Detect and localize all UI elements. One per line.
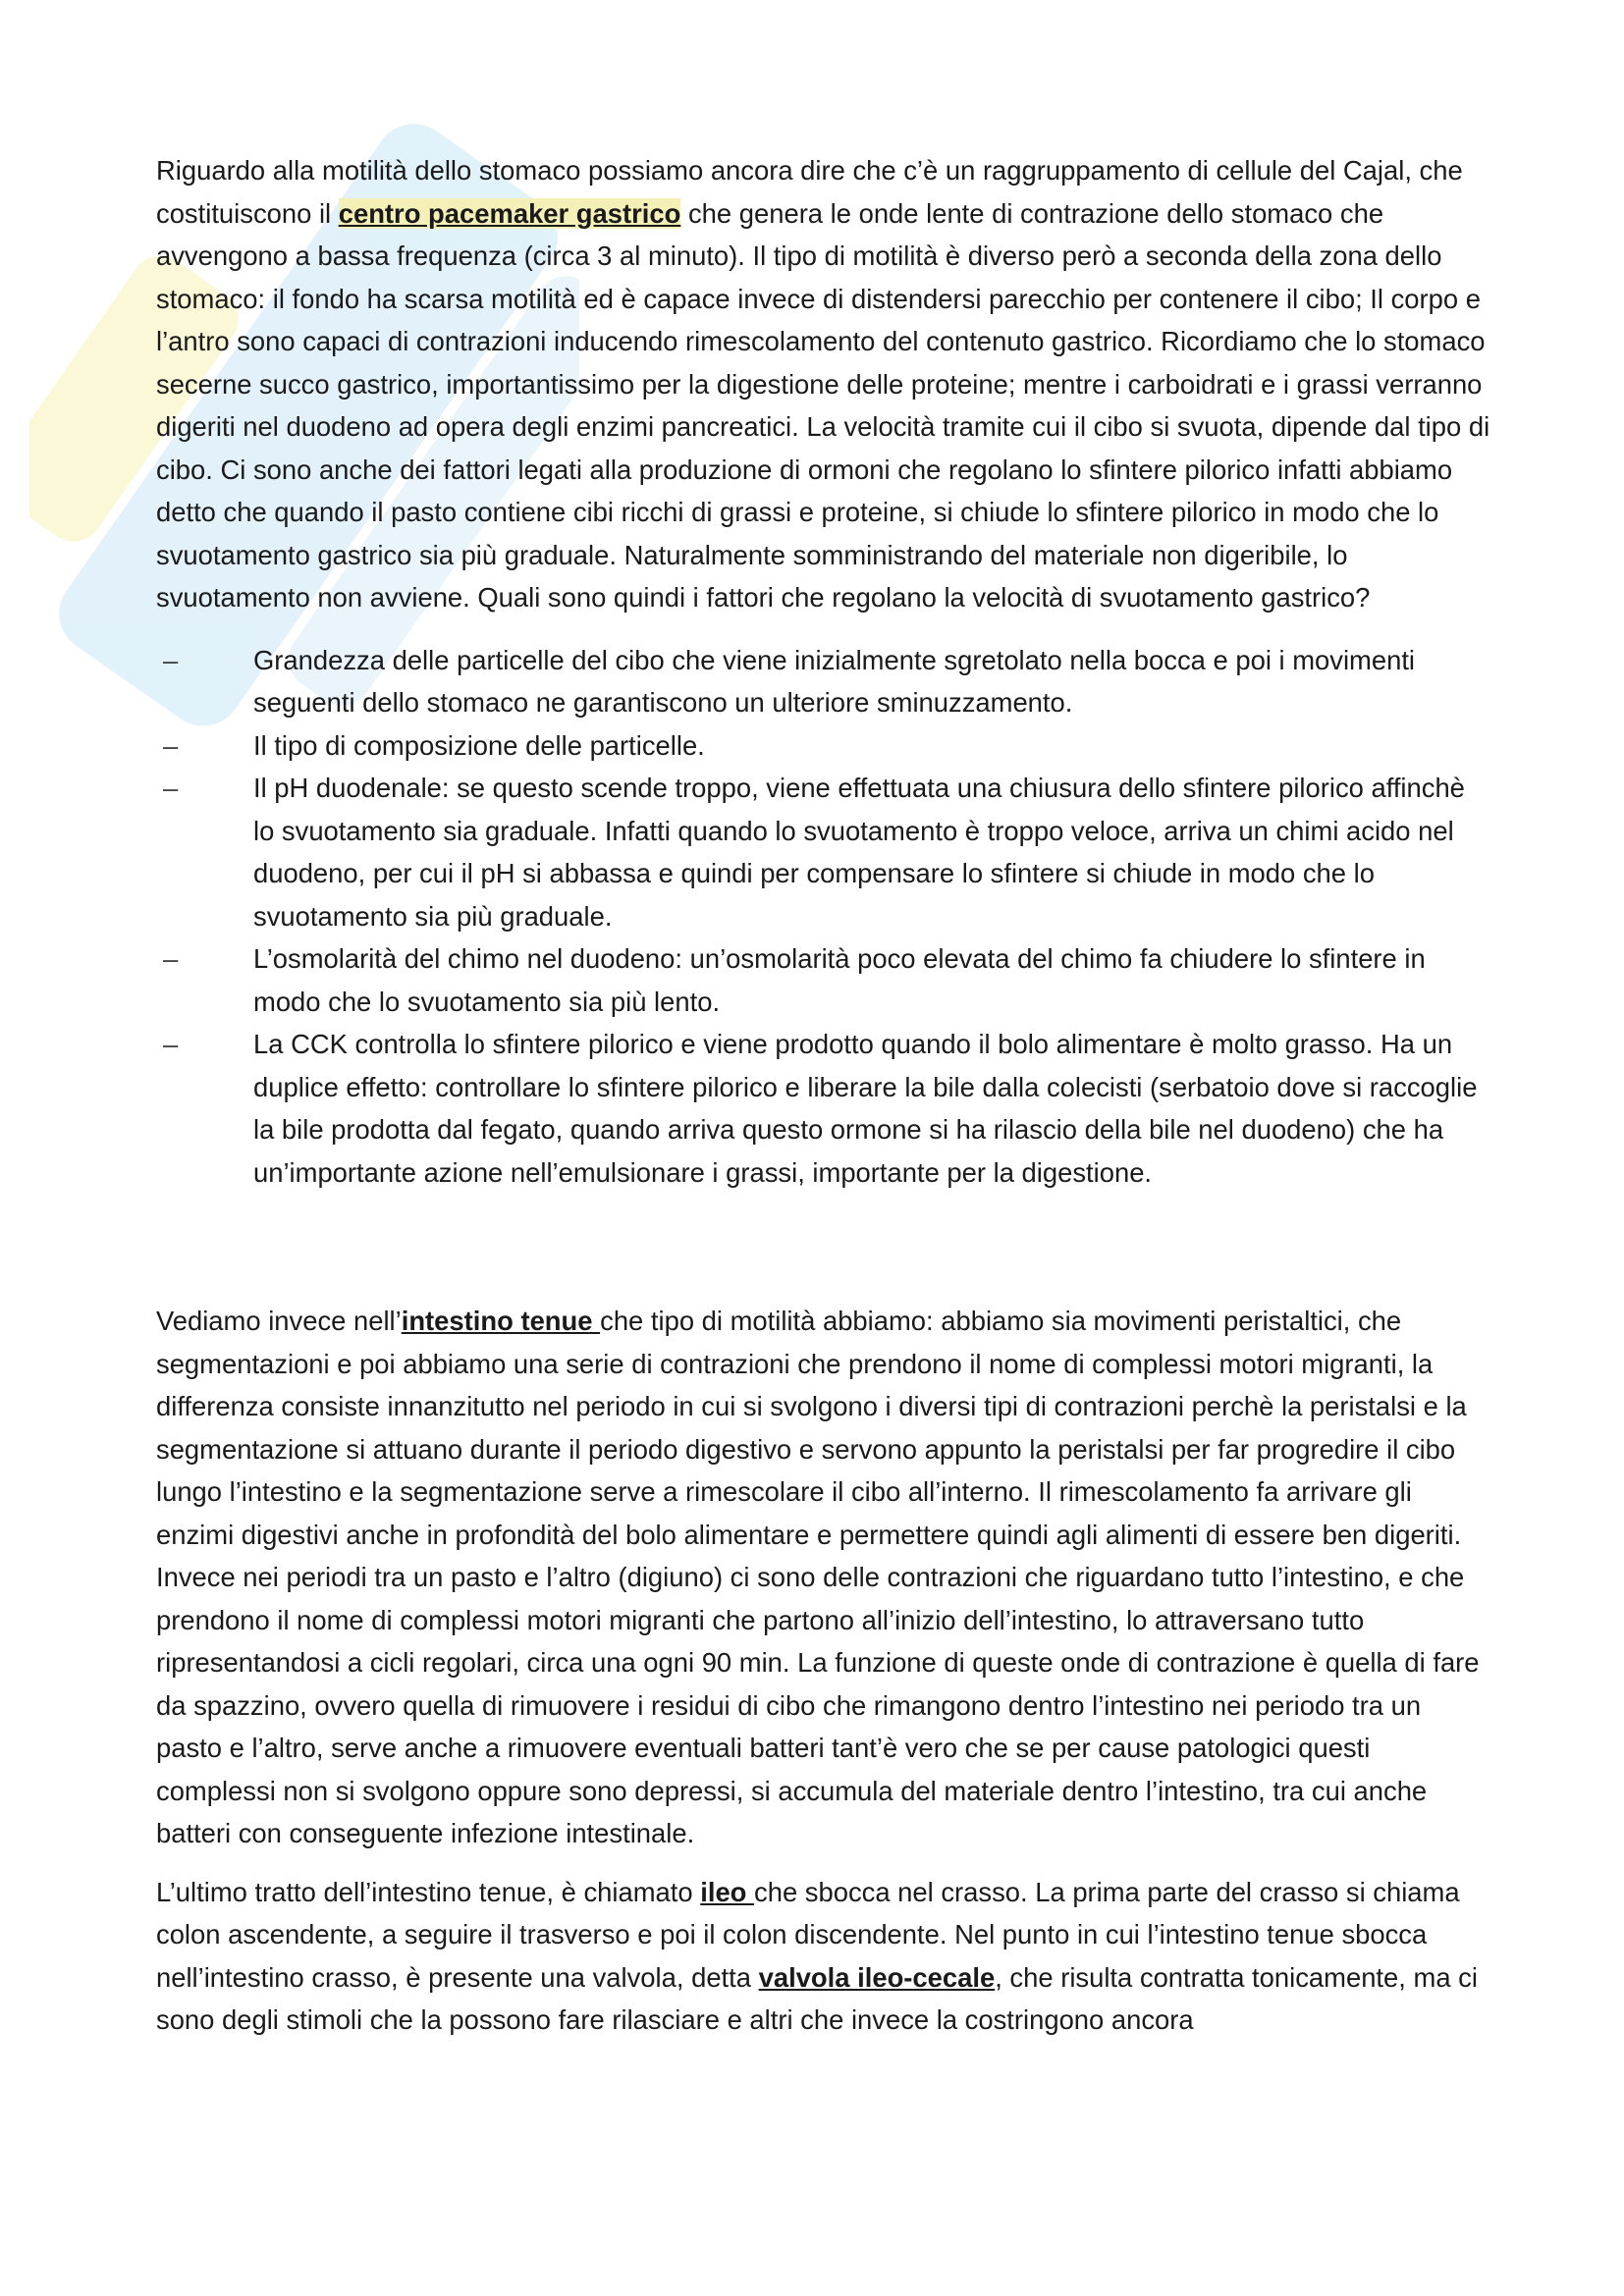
list-item: – La CCK controlla lo sfintere pilorico e viene prodotto quando il bolo alimentare è molto grasso. Ha un duplice effetto: controllare lo sfintere pilorico e liberare la bile dalla colecisti (serbatoio dove si raccoglie la bile prodotta dal fegato, quando arriva questo ormone si ha rilascio della bile nel duodeno) che ha un’importante azione nell’emulsionare i grassi, importante per la digestione. xyxy=(253,1023,1491,1194)
keyword-small-intestine: intestino tenue xyxy=(401,1306,601,1336)
document-body xyxy=(156,149,1491,2042)
paragraph-ileum: L’ultimo tratto dell’intestino tenue, è chiamato ileo che sbocca nel crasso. La prima parte del crasso si chiama colon ascendente, a seguire il trasverso e poi il colon discendente. Nel punto in cui l’intestino tenue sbocca nell’intestino crasso, è presente una valvola, detta valvola ileo-cecale, che risulta contratta tonicamente, ma ci sono degli stimoli che la possono fare rilasciare e altri che invece la costringono ancora xyxy=(156,1876,1478,2035)
list-item: – L’osmolarità del chimo nel duodeno: un’osmolarità poco elevata del chimo fa chiudere lo sfintere in modo che lo svuotamento sia più lento. xyxy=(253,937,1491,1023)
paragraph-small-intestine: Vediamo invece nell’intestino tenue che tipo di motilità abbiamo: abbiamo sia movimenti peristaltici, che segmentazioni e poi abbiamo una serie di contrazioni che prendono il nome di complessi motori migranti, la differenza consiste innanzitutto nel periodo in cui si svolgono i diversi tipi di contrazioni perchè la peristalsi e la segmentazione si attuano durante il periodo digestivo e servono appunto la peristalsi per far progredire il cibo lungo l’intestino e la segmentazione serve a rimescolare il cibo all’interno. Il rimescolamento fa arrivare gli enzimi digestivi anche in profondità del bolo alimentare e permettere quindi agli alimenti di essere ben digeriti. Invece nei periodi tra un pasto e l’altro (digiuno) ci sono delle contrazioni che riguardano tutto l’intestino, e che prendono il nome di complessi motori migranti che partono all’inizio dell’intestino, lo attraversano tutto ripresentandosi a cicli regolari, circa una ogni 90 min. La funzione di queste onde di contrazione è quella di fare da spazzino, ovvero quella di rimuovere i residui di cibo che rimangono dentro l’intestino nei periodo tra un pasto e l’altro, serve anche a rimuovere eventuali batteri tant’è vero che se per cause patologici questi complessi non si svolgono oppure sono depressi, si accumula del materiale dentro l’intestino, tra cui anche batteri con conseguente infezione intestinale. xyxy=(156,1306,1480,1848)
gastric-emptying-factors-list xyxy=(156,639,1491,1195)
keyword-ileocecal-valve: valvola ileo-cecale xyxy=(758,1961,996,1993)
list-item: – Grandezza delle particelle del cibo che viene inizialmente sgretolato nella bocca e poi i movimenti seguenti dello stomaco ne garantiscono un ulteriore sminuzzamento. xyxy=(253,639,1491,724)
list-item: – Il pH duodenale: se questo scende troppo, viene effettuata una chiusura dello sfintere pilorico affinchè lo svuotamento sia graduale. Infatti quando lo svuotamento è troppo veloce, arriva un chimi acido nel duodeno, per cui il pH si abbassa e quindi per compensare lo sfintere si chiude in modo che lo svuotamento sia più graduale. xyxy=(253,767,1491,937)
keyword-gastric-pacemaker: centro pacemaker gastrico xyxy=(338,197,681,229)
paragraph-stomach-motility: Riguardo alla motilità dello stomaco possiamo ancora dire che c’è un raggruppamento di cellule del Cajal, che costituiscono il centro pacemaker gastrico che genera le onde lente di contrazione dello stomaco che avvengono a bassa frequenza (circa 3 al minuto). Il tipo di motilità è diverso però a seconda della zona dello stomaco: il fondo ha scarsa motilità ed è capace invece di distendersi parecchio per contenere il cibo; Il corpo e l’antro sono capaci di contrazioni inducendo rimescolamento del contenuto gastrico. Ricordiamo che lo stomaco secerne succo gastrico, importantissimo per la digestione delle proteine; mentre i carboidrati e i grassi verranno digeriti nel duodeno ad opera degli enzimi pancreatici. La velocità tramite cui il cibo si svuota, dipende dal tipo di cibo. Ci sono anche dei fattori legati alla produzione di ormoni che regolano lo sfintere pilorico infatti abbiamo detto che quando il pasto contiene cibi ricchi di grassi e proteine, si chiude lo sfintere pilorico in modo che lo svuotamento gastrico sia più graduale. Naturalmente somministrando del materiale non digeribile, lo svuotamento non avviene. Quali sono quindi i fattori che regolano la velocità di svuotamento gastrico? xyxy=(156,155,1490,613)
list-item: – Il tipo di composizione delle particelle. xyxy=(253,724,1491,768)
keyword-ileum: ileo xyxy=(700,1876,755,1907)
section-spacer xyxy=(156,1194,1491,1300)
